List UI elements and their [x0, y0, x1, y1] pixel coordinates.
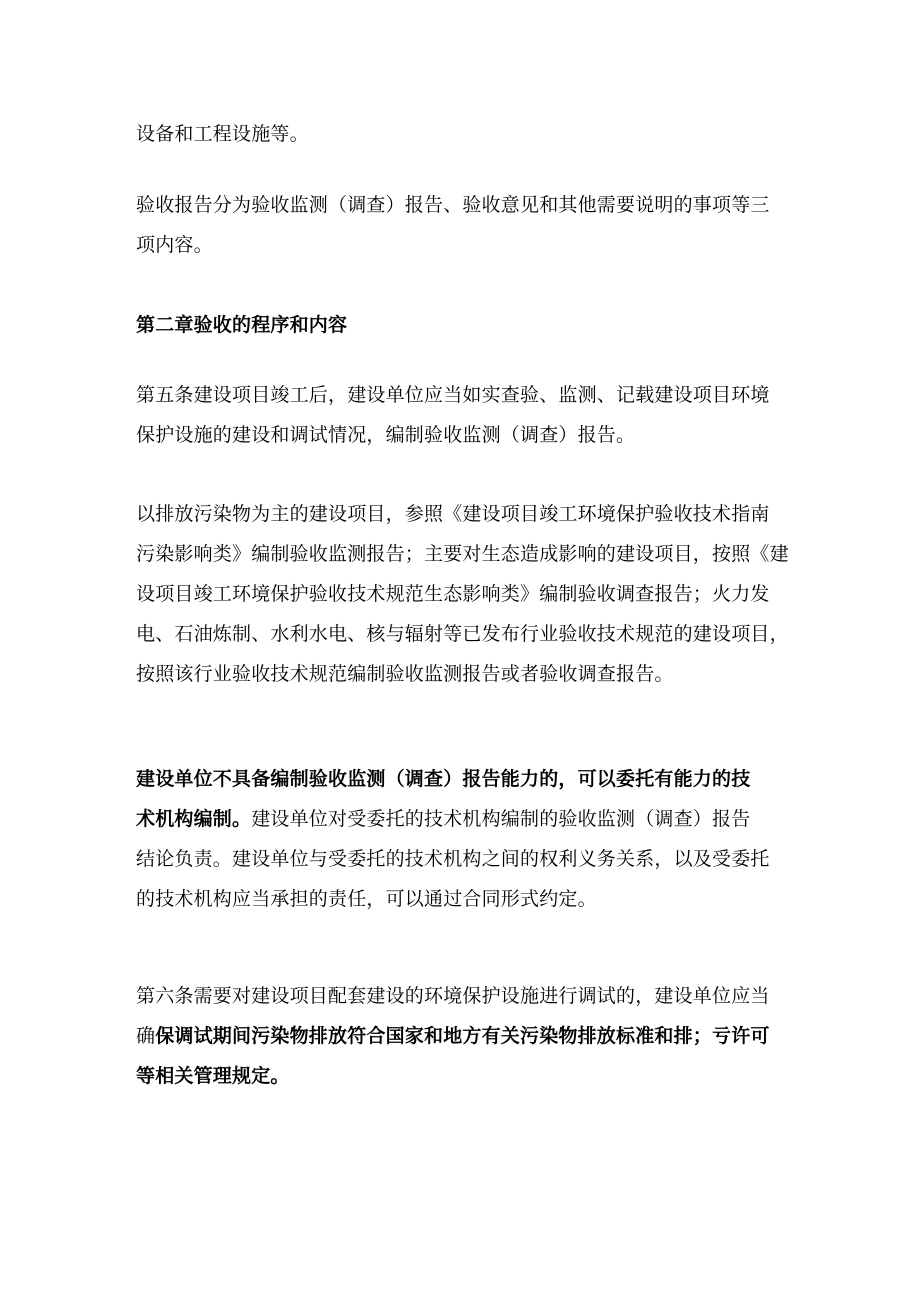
text-line: 结论负责。建设单位与受委托的技术机构之间的权利义务关系，以及受委托 — [136, 848, 770, 870]
text-line: 电、石油炼制、水利水电、核与辐射等已发布行业验收技术规范的建设项目， — [136, 623, 789, 645]
text-line: 验收报告分为验收监测（调查）报告、验收意见和其他需要说明的事项等三 — [136, 194, 770, 216]
chapter-heading — [136, 305, 791, 345]
text-line-bold: 等相关管理规定。 — [136, 1065, 290, 1087]
text-line: 设备和工程设施等。 — [136, 123, 309, 145]
text-line-mixed — [136, 799, 791, 839]
text-line-mixed — [136, 1016, 791, 1056]
paragraph-entrustment — [136, 759, 791, 919]
normal-fragment: 建设单位对受委托的技术机构编制的验收监测（调查）报告 — [251, 808, 751, 830]
normal-fragment: 确 — [136, 1025, 156, 1047]
text-line-bold: 建设单位不具备编制验收监测（调查）报告能力的，可以委托有能力的技 — [136, 768, 751, 790]
bold-fragment: 术机构编制。 — [136, 808, 252, 830]
paragraph-article-6 — [136, 976, 791, 1096]
text-line: 项内容。 — [136, 234, 213, 256]
paragraph-guidelines — [136, 494, 791, 694]
text-line: 的技术机构应当承担的责任，可以通过合同形式约定。 — [136, 888, 597, 910]
paragraph-report-types — [136, 185, 791, 265]
text-line: 设项目竣工环境保护验收技术规范生态影响类》编制验收调查报告；火力发 — [136, 583, 770, 605]
text-line: 第五条建设项目竣工后，建设单位应当如实查验、监测、记载建设项目环境 — [136, 384, 770, 406]
text-line: 第六条需要对建设项目配套建设的环境保护设施进行调试的，建设单位应当 — [136, 985, 770, 1007]
paragraph-continuation — [136, 114, 791, 154]
bold-fragment: 保调试期间污染物排放符合国家和地方有关污染物排放标准和排；亏许可 — [155, 1025, 770, 1047]
text-line: 污染影响类》编制验收监测报告；主要对生态造成影响的建设项目，按照《建 — [136, 543, 789, 565]
paragraph-article-5 — [136, 375, 791, 455]
text-line: 以排放污染物为主的建设项目，参照《建设项目竣工环境保护验收技术指南 — [136, 503, 770, 525]
text-line: 保护设施的建设和调试情况，编制验收监测（调查）报告。 — [136, 424, 636, 446]
heading-text: 第二章验收的程序和内容 — [136, 314, 348, 336]
text-line: 按照该行业验收技术规范编制验收监测报告或者验收调查报告。 — [136, 663, 674, 685]
